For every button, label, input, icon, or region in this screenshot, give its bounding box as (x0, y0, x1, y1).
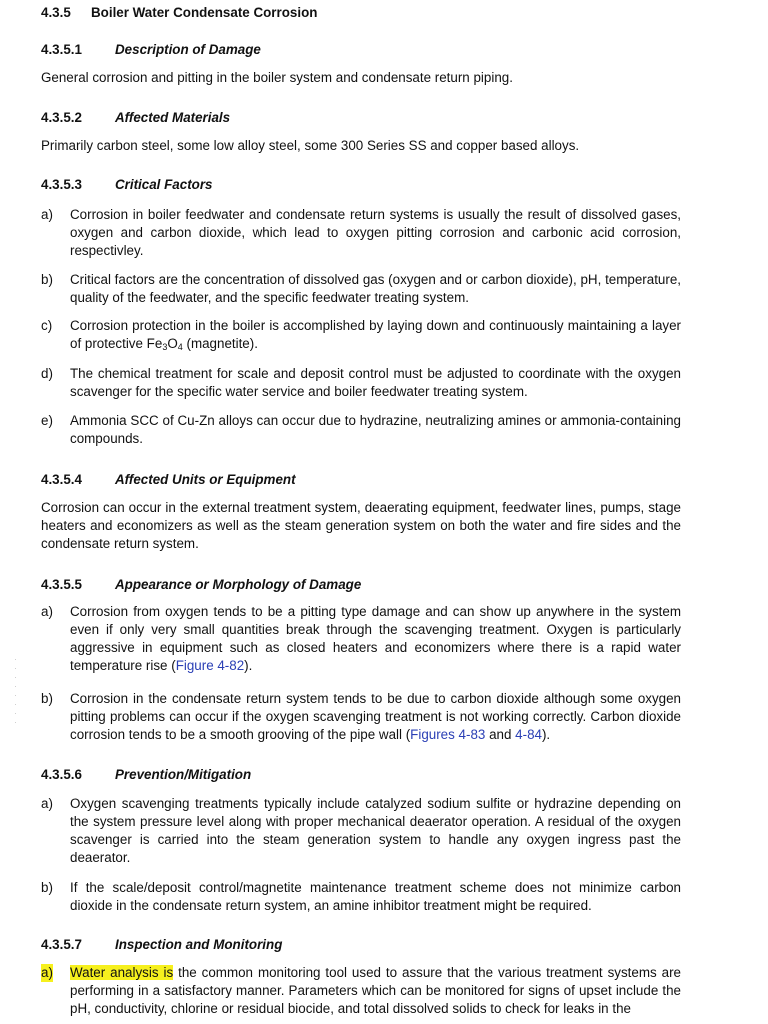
subsection-number: 4.3.5.3 (41, 177, 82, 192)
highlighted-text: Water analysis is (70, 965, 174, 980)
subsection-title: Affected Materials (115, 110, 231, 125)
figure-link[interactable]: Figure 4-82 (175, 658, 245, 673)
subsection-number: 4.3.5.4 (41, 472, 82, 487)
subsection-heading-description (41, 41, 681, 59)
list-item (41, 206, 681, 260)
subsection-heading-affected-units (41, 471, 681, 489)
figure-link[interactable]: Figures 4-83 (410, 727, 486, 742)
subsection-title: Description of Damage (115, 42, 261, 57)
list-item (41, 879, 681, 915)
list-label: d) (41, 366, 53, 381)
list-item (41, 412, 681, 448)
list-text-part: and (485, 727, 516, 742)
list-label: a) (41, 207, 53, 222)
list-text-part: Corrosion from oxygen tends to be a pitting type damage and can show up anywhere in the system even if only very small quantities break through the scavenging treatment. Oxygen is particularly aggressive in equipment such as closed heaters and economizers where there is a rapid water temperature rise ( (70, 604, 681, 673)
subsection-heading-appearance (41, 576, 681, 594)
list-text-part: the common monitoring tool used to assure that the various treatment systems are performing in a satisfactory manner. Parameters which can be monitored for signs of upset include the pH, conductivity, chlorine or residual biocide, and total dissolved solids to check for leaks in the (70, 965, 681, 1016)
list-label: a) (41, 965, 53, 980)
list-item (41, 603, 681, 675)
list-text: Corrosion in boiler feedwater and condensate return systems is usually the result of dissolved gases, oxygen and carbon dioxide, which lead to oxygen pitting corrosion and carbonic acid corrosion, respectivley. (70, 207, 681, 258)
subsection-heading-inspection (41, 936, 681, 954)
subsection-title: Critical Factors (115, 177, 213, 192)
list-item (41, 795, 681, 867)
subsection-heading-critical-factors (41, 176, 681, 194)
list-label: c) (41, 318, 53, 333)
formula-subscript: 4 (177, 342, 183, 352)
list-text (70, 964, 681, 1018)
subsection-heading-prevention (41, 766, 681, 784)
formula-subscript: 3 (162, 342, 168, 352)
margin-artifact: · · · · · · · · (14, 654, 17, 727)
subsection-number: 4.3.5.1 (41, 42, 82, 57)
description-text: General corrosion and pitting in the boiler system and condensate return piping. (41, 70, 513, 85)
subsection-title: Appearance or Morphology of Damage (115, 577, 362, 592)
subsection-title: Affected Units or Equipment (115, 472, 296, 487)
subsection-number: 4.3.5.2 (41, 110, 82, 125)
affected-units-text: Corrosion can occur in the external treatment system, deaerating equipment, feedwater lines, pumps, stage heaters and economizers as well as the steam generation system on both the water and fire sides and the condensate return system. (41, 500, 681, 551)
list-item (41, 317, 681, 353)
list-label: a) (41, 796, 53, 811)
list-label: b) (41, 691, 53, 706)
subsection-number: 4.3.5.7 (41, 937, 82, 952)
subsection-title: Prevention/Mitigation (115, 767, 252, 782)
list-item (41, 365, 681, 401)
formula-part: Fe (146, 336, 163, 351)
list-item (41, 271, 681, 307)
list-text (70, 690, 681, 744)
section-heading (41, 4, 681, 22)
list-text: The chemical treatment for scale and deposit control must be adjusted to coordinate with the oxygen scavenger for the specific water service and boiler feedwater treating system. (70, 366, 681, 399)
list-text (70, 317, 681, 353)
list-text: Oxygen scavenging treatments typically include catalyzed sodium sulfite or hydrazine depending on the system pressure level along with proper mechanical deaerator operation. A residual of the oxygen scavenger is carried into the steam generation system to handle any oxygen ingress past the deaerator. (70, 796, 681, 865)
formula-part: O (167, 336, 178, 351)
subsection-heading-materials (41, 109, 681, 127)
list-label: a) (41, 604, 53, 619)
list-text-part: Corrosion in the condensate return system tends to be due to carbon dioxide although some oxygen pitting problems can occur if the oxygen scavenging treatment is not working correctly. Carbon dioxide corrosion tends to be a smooth grooving of the pipe wall ( (70, 691, 681, 742)
list-item (41, 964, 681, 1018)
section-title: Boiler Water Condensate Corrosion (91, 5, 318, 20)
list-text: If the scale/deposit control/magnetite maintenance treatment scheme does not minimize carbon dioxide in the condensate return system, an amine inhibitor treatment might be required. (70, 880, 681, 913)
list-text (70, 603, 681, 675)
list-label: e) (41, 413, 53, 428)
list-label: b) (41, 880, 53, 895)
figure-link[interactable]: 4-84 (515, 727, 542, 742)
list-label: b) (41, 272, 53, 287)
subsection-number: 4.3.5.5 (41, 577, 82, 592)
list-item (41, 690, 681, 744)
list-text: Critical factors are the concentration of dissolved gas (oxygen and or carbon dioxide), pH, temperature, quality of the feedwater, and the specific feedwater treating system. (70, 272, 681, 305)
subsection-title: Inspection and Monitoring (115, 937, 283, 952)
list-text-part: (magnetite). (182, 336, 258, 351)
subsection-number: 4.3.5.6 (41, 767, 82, 782)
section-number: 4.3.5 (41, 5, 71, 20)
list-text-part: ). (541, 727, 551, 742)
materials-text: Primarily carbon steel, some low alloy steel, some 300 Series SS and copper based alloys. (41, 138, 580, 153)
list-text-part: Corrosion protection in the boiler is accomplished by laying down and continuously maintaining a layer of protective (70, 318, 681, 351)
list-text: Ammonia SCC of Cu-Zn alloys can occur due to hydrazine, neutralizing amines or ammonia-containing compounds. (70, 413, 681, 446)
list-text-part: ). (244, 658, 253, 673)
